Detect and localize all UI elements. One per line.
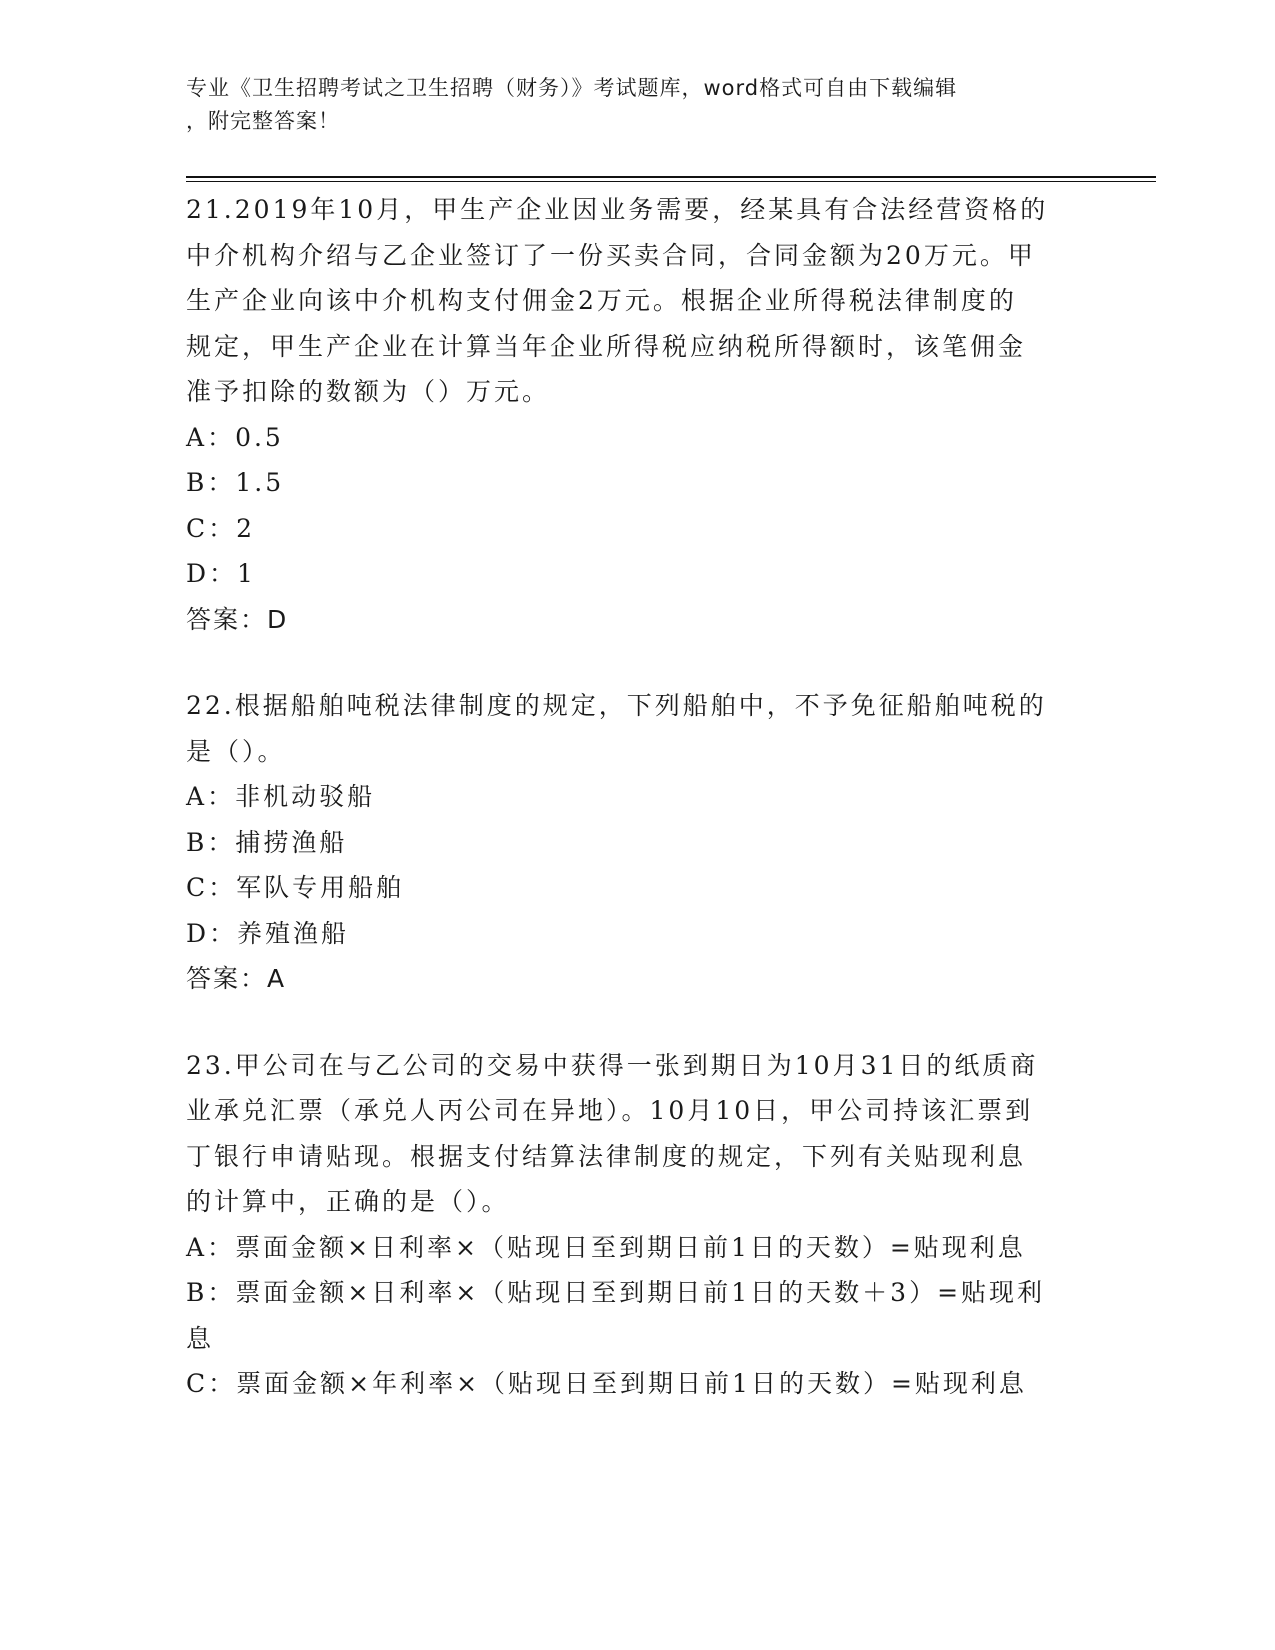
header-line-1: 专业《卫生招聘考试之卫生招聘（财务）》考试题库，word格式可自由下载编辑 — [186, 76, 958, 100]
question-list — [186, 187, 1076, 1448]
question-stem-line: 业承兑汇票（承兑人丙公司在异地）。10月10日，甲公司持该汇票到 — [186, 1096, 1034, 1125]
option-a — [186, 774, 1076, 820]
header-rule-thin — [186, 181, 1156, 182]
question-stem-line: 生产企业向该中介机构支付佣金2万元。根据企业所得税法律制度的 — [186, 286, 1017, 315]
question-23 — [186, 1043, 1076, 1407]
option-key: C： — [186, 513, 237, 543]
answer-line: 答案：A — [186, 964, 287, 993]
option-key: D： — [186, 918, 238, 948]
option-text: 0.5 — [235, 422, 284, 452]
option-a — [186, 415, 1076, 461]
question-stem-line: 丁银行申请贴现。根据支付结算法律制度的规定，下列有关贴现利息 — [186, 1141, 1027, 1171]
option-key: A： — [186, 782, 236, 811]
question-stem-line: 的计算中，正确的是（）。 — [186, 1187, 510, 1216]
option-text: 票面金额×日利率×（贴现日至到期日前1日的天数）=贴现利息 — [235, 1232, 1026, 1262]
option-text: 养殖渔船 — [237, 918, 350, 948]
option-text: 捕捞渔船 — [235, 827, 348, 857]
option-text: 2 — [236, 513, 256, 543]
option-d — [186, 911, 1076, 957]
question-stem-line: 准予扣除的数额为（）万元。 — [186, 377, 551, 406]
option-b — [186, 1270, 1076, 1316]
question-stem-line: 中介机构介绍与乙企业签订了一份买卖合同，合同金额为20万元。甲 — [186, 240, 1036, 270]
option-text: 非机动驳船 — [235, 782, 376, 811]
header-line-2: ，附完整答案！ — [186, 109, 340, 133]
question-stem-line: 23.甲公司在与乙公司的交易中获得一张到期日为10月31日的纸质商 — [186, 1050, 1039, 1080]
option-c — [186, 1361, 1076, 1407]
option-text: 军队专用船舶 — [236, 873, 405, 902]
question-22 — [186, 683, 1076, 1002]
option-key: A： — [186, 1232, 236, 1262]
option-key: B： — [186, 1278, 236, 1307]
option-b — [186, 820, 1076, 866]
option-text: 息 — [186, 1323, 215, 1353]
option-key: D： — [186, 559, 238, 588]
answer-line: 答案：D — [186, 604, 289, 634]
option-text: 票面金额×日利率×（贴现日至到期日前1日的天数＋3）=贴现利 — [235, 1278, 1046, 1307]
option-c — [186, 865, 1076, 911]
option-a — [186, 1225, 1076, 1271]
header-rule-thick — [186, 176, 1156, 178]
question-stem-line: 是（）。 — [186, 736, 286, 766]
option-key: C： — [186, 1369, 237, 1398]
option-key: B： — [186, 827, 236, 857]
option-d — [186, 551, 1076, 597]
option-c — [186, 506, 1076, 552]
document-header — [186, 72, 1066, 138]
question-stem-line: 规定，甲生产企业在计算当年企业所得税应纳税所得额时，该笔佣金 — [186, 331, 1027, 361]
option-text: 1.5 — [235, 468, 285, 497]
option-b-continuation — [186, 1316, 1076, 1362]
option-key: B： — [186, 468, 236, 497]
question-stem-line: 22.根据船舶吨税法律制度的规定，下列船舶中，不予免征船舶吨税的 — [186, 691, 1047, 720]
option-key: A： — [186, 422, 236, 452]
option-text: 1 — [237, 559, 256, 588]
question-stem-line: 21.2019年10月，甲生产企业因业务需要，经某具有合法经营资格的 — [186, 195, 1049, 224]
question-21 — [186, 187, 1076, 642]
option-b — [186, 460, 1076, 506]
option-key: C： — [186, 873, 237, 902]
option-text: 票面金额×年利率×（贴现日至到期日前1日的天数）=贴现利息 — [236, 1369, 1027, 1398]
